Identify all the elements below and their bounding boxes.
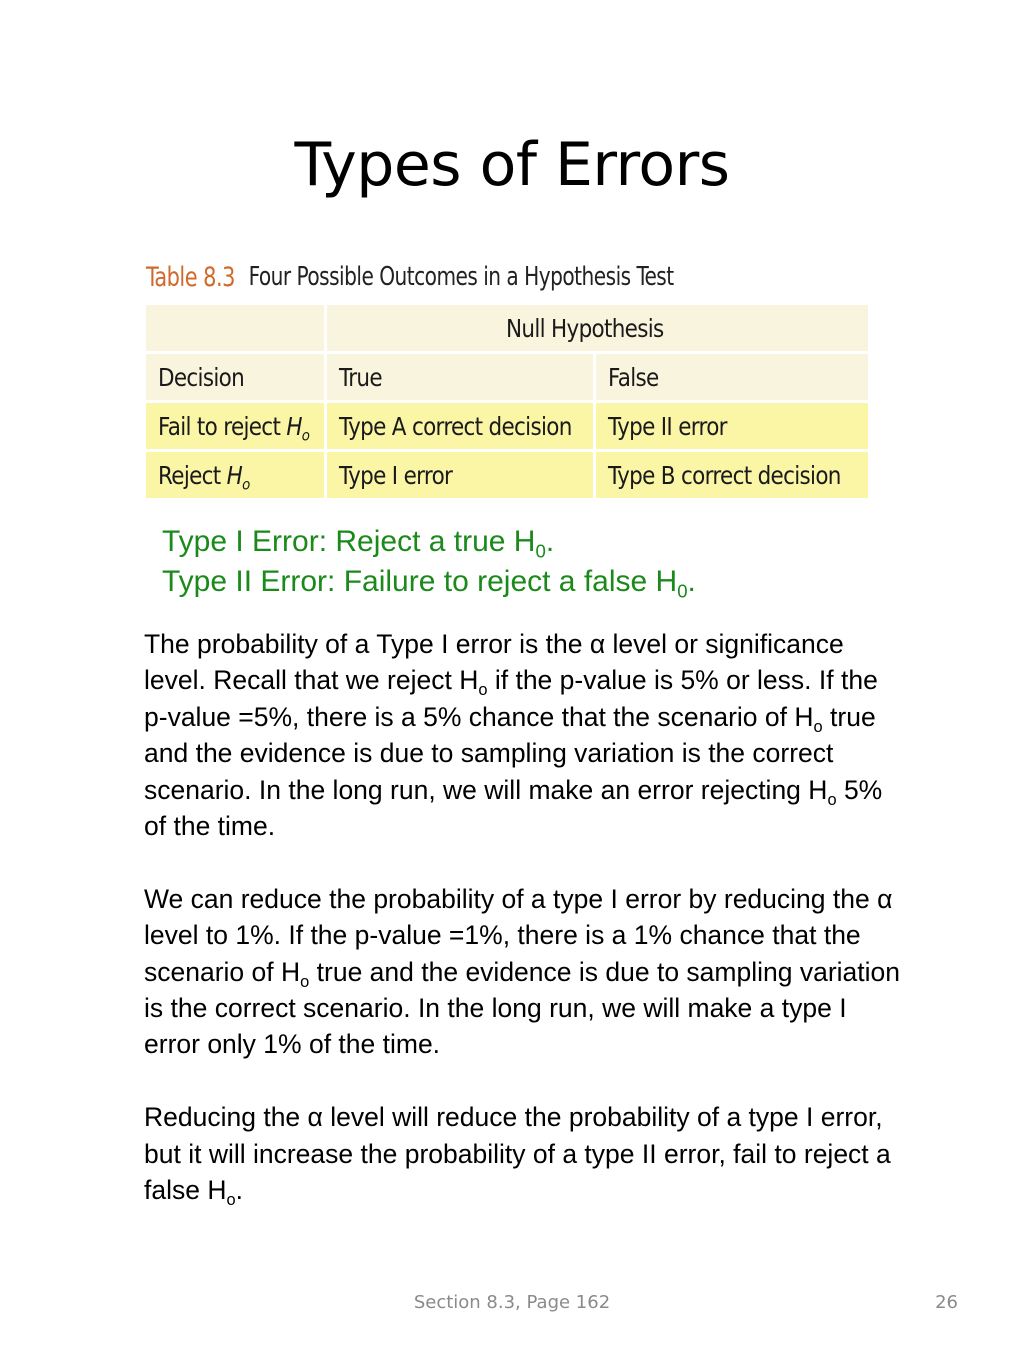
page-number: 26	[935, 1292, 958, 1313]
table-header-blank	[146, 305, 324, 351]
paragraph-alpha-level: The probability of a Type I error is the α level or significance level. Recall that we reject $H_o$ if the p-value is 5% or less. If the p-value =5%, there is a 5% chance that the scenario of $H_o$ true and the evidence is due to sampling variation is the correct scenario. In the long run, we will make an error rejecting $H_o$ 5% of the time.	[144, 629, 883, 842]
table-label: Table 8.3	[146, 261, 235, 293]
table-header-null-hypothesis: Null Hypothesis	[327, 305, 868, 351]
error-definitions	[162, 522, 696, 602]
outcomes-table	[143, 302, 871, 501]
row-decision-reject: Reject $H_o$	[146, 452, 324, 498]
type-ii-definition: Type II Error: Failure to reject a false $H_0$.	[162, 565, 696, 602]
paragraph-tradeoff: Reducing the α level will reduce the probability of a type I error, but it will increase the probability of a type II error, fail to reject a false $H_o$.	[144, 1102, 891, 1209]
paragraph-reduce-alpha: We can reduce the probability of a type I error by reducing the α level to 1%. If the p-value =1%, there is a 1% chance that the scenario of $H_o$ true and the evidence is due to sampling variation is the correct scenario. In the long run, we will make a type I error only 1% of the time.	[144, 883, 901, 1060]
table-row	[146, 452, 868, 498]
cell-type-i-error: Type I error	[327, 452, 593, 498]
cell-type-b-correct: Type B correct decision	[596, 452, 868, 498]
table-header-row	[146, 305, 868, 351]
type-i-definition: Type I Error: Reject a true $H_0$.	[162, 525, 555, 562]
slide-title: Types of Errors	[294, 130, 730, 200]
col-header-decision: Decision	[146, 354, 324, 400]
cell-type-ii-error: Type II error	[596, 403, 868, 449]
table-column-header-row	[146, 354, 868, 400]
outcomes-table-figure	[146, 252, 874, 501]
col-header-true: True	[327, 354, 593, 400]
table-row	[146, 403, 868, 449]
col-header-false: False	[596, 354, 868, 400]
table-caption-text: Four Possible Outcomes in a Hypothesis Test	[248, 262, 674, 292]
row-decision-fail-to-reject: Fail to reject $H_o$	[146, 403, 324, 449]
footer-source: Section 8.3, Page 162	[413, 1292, 611, 1313]
body-text	[144, 626, 904, 1245]
cell-type-a-correct: Type A correct decision	[327, 403, 593, 449]
table-caption	[146, 252, 772, 302]
